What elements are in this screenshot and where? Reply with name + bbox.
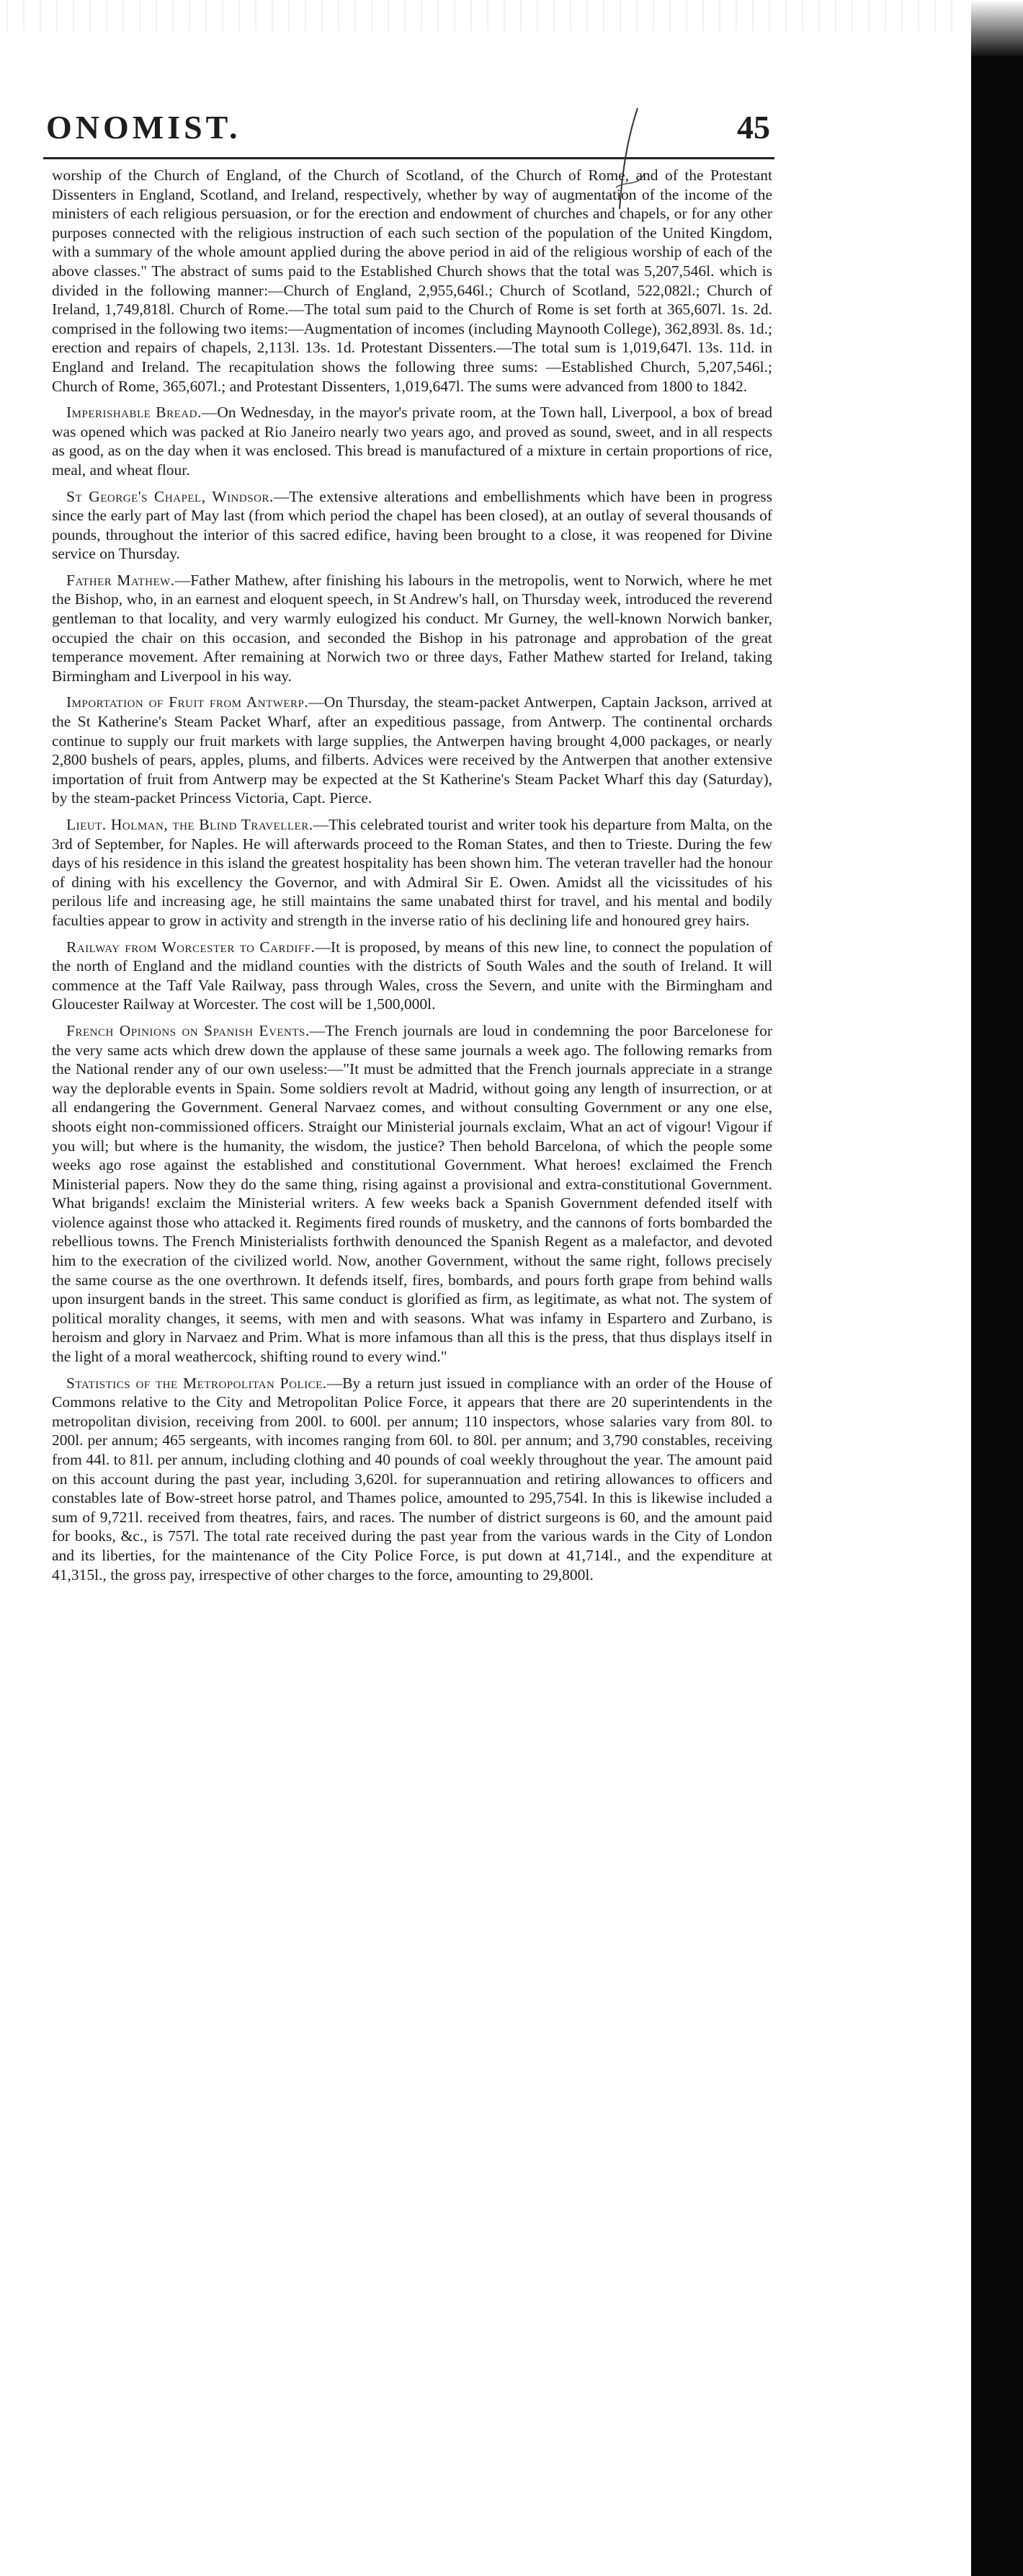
article-paragraph	[52, 487, 772, 564]
article-heading: French Opinions on Spanish Events.	[66, 1021, 310, 1039]
article-body: —It is proposed, by means of this new line, to connect the population of the north of England and the midland counties with the districts of South Wales and the south of Ireland. It will commence at the Taff Vale Railway, pass through Wales, cross the Severn, and unite with the Birmingham and Gloucester Railway at Worcester. The cost will be 1,500,000l.	[52, 938, 773, 1013]
scan-shadow-margin	[971, 56, 1023, 2576]
article-body: —On Thursday, the steam-packet Antwerpen, Captain Jackson, arrived at the St Katherine's Steam Packet Wharf, after an expeditious passage, from Antwerp. The continental orchards continue to supply our fruit markets with large supplies, the Antwerpen having brought 4,000 packages, or nearly 2,800 bushels of pears, apples, plums, and filberts. Advices were received by the Antwerpen that another extensive importation of fruit from Antwerp may be expected at the St Katherine's Steam Packet Wharf this day (Saturday), by the steam-packet Princess Victoria, Capt. Pierce.	[52, 693, 772, 807]
article-body: worship of the Church of England, of the Church of Scotland, of the Church of Rome, and of the Protestant Dissenters in England, Scotland, and Ireland, respectively, whether by way of augmentation of the income of the ministers of each religious persuasion, or for the erection and endowment of churches and chapels, or for any other purposes connected with the religious instruction of each such section of the population of the United Kingdom, with a summary of the whole amount applied during the above period in aid of the religious worship of each of the above classes." The abstract of sums paid to the Established Church shows that the total was 5,207,546l. which is divided in the following manner:—Church of England, 2,955,646l.; Church of Scotland, 522,082l.; Church of Ireland, 1,749,818l. Church of Rome.—The total sum paid to the Church of Rome is set forth at 365,607l. 1s. 2d. comprised in the following two items:—Augmentation of incomes (including Maynooth College), 362,893l. 8s. 1d.; erection and repairs of chapels, 2,113l. 13s. 1d. Protestant Dissenters.—The total sum is 1,019,647l. 13s. 11d. in England and Ireland. The recapitulation shows the following three sums: —Established Church, 5,207,546l.; Church of Rome, 365,607l.; and Protestant Dissenters, 1,019,647l. The sums were advanced from 1800 to 1842.	[52, 166, 772, 395]
article-paragraph	[52, 693, 772, 808]
article-heading: St George's Chapel, Windsor.	[66, 487, 274, 505]
article-paragraph	[52, 403, 772, 479]
article-body: —The extensive alterations and embellishments which have been in progress since the early part of May last (from which period the chapel has been closed), at an outlay of several thousands of pounds, throughout the interior of this sacred edifice, having been brought to a close, it was reopened for Divine service on Thursday.	[52, 487, 772, 563]
article-heading: Imperishable Bread.	[66, 404, 202, 422]
article-heading: Railway from Worcester to Cardiff.	[66, 938, 316, 956]
article-heading: Statistics of the Metropolitan Police.	[66, 1374, 327, 1392]
article-body: —By a return just issued in compliance with an order of the House of Commons relative to the City and Metropolitan Police Force, it appears that there are 20 superintendents in the metropolitan division, receiving from 200l. to 600l. per annum; 110 inspectors, whose salaries vary from 80l. to 200l. per annum; 465 sergeants, with incomes ranging from 60l. to 80l. per annum; and 3,790 constables, receiving from 44l. to 81l. per annum, including clothing and 40 pounds of coal weekly throughout the year. The amount paid on this account during the past year, including 3,620l. for superannuation and retiring allowances to officers and constables late of Bow-street horse patrol, and Thames police, amounted to 295,754l. In this is likewise included a sum of 9,721l. received from theatres, fairs, and races. The number of district surgeons is 60, and the amount paid for books, &c., is 757l. The total rate received during the past year from the various wards in the City of London and its liberties, for the maintenance of the City Police Force, is put down at 41,714l., and the expenditure at 41,315l., the gross pay, irrespective of other charges to the force, amounting to 29,800l.	[52, 1374, 773, 1584]
article-column	[52, 166, 772, 1591]
article-heading: Father Mathew.	[66, 571, 175, 589]
article-body: —The French journals are loud in condemning the poor Barcelonese for the very same acts which drew down the applause of these same journals a week ago. The following remarks from the National render any of our own useless:—"It must be admitted that the French journals appreciate in a strange way the deplorable events in Spain. Some soldiers revolt at Madrid, without going any length of insurrection, or at all endangering the Government. General Narvaez comes, and without consulting Government or any one else, shoots eight non-commissioned officers. Straight our Ministerial journals exclaim, What an act of vigour! Vigour if you will; but where is the humanity, the wisdom, the justice? Then behold Barcelona, of which the people some weeks ago rose against the established and constitutional Government. What heroes! exclaimed the French Ministerial papers. Now they do the same thing, rising against a provisional and extra-constitutional Government. What brigands! exclaim the Ministerial writers. A few weeks back a Spanish Government defended itself with violence against those who attacked it. Regiments fired rounds of musketry, and the cannons of forts bombarded the rebellious towns. The French Ministerialists forthwith denounced the Spanish Regent as a malefactor, and devoted him to the execration of the civilized world. Now, another Government, without the same right, follows precisely the same course as the one overthrown. It defends itself, fires, bombards, and pours forth grape from behind walls upon insurgent bands in the street. This same conduct is glorified as firm, as legitimate, as what not. The system of political morality changes, it seems, with men and with seasons. What was infamy in Espartero and Zurbano, is heroism and glory in Narvaez and Prim. What is more infamous than all this is the press, that thus displays itself in the light of a moral weathercock, shifting round to every wind."	[52, 1021, 772, 1366]
article-body: —This celebrated tourist and writer took his departure from Malta, on the 3rd of September, for Naples. He will afterwards proceed to the Roman States, and then to Trieste. During the few days of his residence in this island the greatest hospitality has been shown him. The veteran traveller had the honour of dining with his excellency the Governor, and with Admiral Sir E. Owen. Amidst all the vicissitudes of his perilous life and increasing age, he still maintains the same unabated thirst for travel, and his mental and bodily faculties appear to grow in activity and strength in the inverse ratio of his declining life and honoured grey hairs.	[52, 816, 772, 929]
article-paragraph	[52, 815, 772, 931]
scan-shadow-top	[971, 0, 1023, 56]
article-paragraph	[52, 571, 772, 686]
article-heading: Importation of Fruit from Antwerp.	[66, 693, 309, 711]
article-heading: Lieut. Holman, the Blind Traveller.	[66, 816, 313, 833]
article-paragraph	[52, 1021, 772, 1367]
article-paragraph	[52, 166, 772, 396]
masthead-title: ONOMIST.	[46, 109, 241, 146]
article-paragraph	[52, 938, 772, 1014]
page-number: 45	[737, 109, 770, 146]
article-body: —Father Mathew, after finishing his labours in the metropolis, went to Norwich, where he met the Bishop, who, in an earnest and eloquent speech, in St Andrew's hall, on Thursday week, introduced the reverend gentleman to that locality, and very warmly eulogized his conduct. Mr Gurney, the well-known Norwich banker, occupied the chair on this occasion, and seconded the Bishop in his patronage and approbation of the great temperance movement. After remaining at Norwich two or three days, Father Mathew started for Ireland, taking Birmingham and Liverpool in his way.	[52, 571, 772, 685]
article-body: —On Wednesday, in the mayor's private room, at the Town hall, Liverpool, a box of bread was opened which was packed at Rio Janeiro nearly two years ago, and proved as sound, sweet, and in all respects as good, as on the day when it was enclosed. This bread is manufactured of a mixture in certain proportions of rice, meal, and wheat flour.	[52, 404, 772, 479]
article-paragraph	[52, 1374, 772, 1585]
